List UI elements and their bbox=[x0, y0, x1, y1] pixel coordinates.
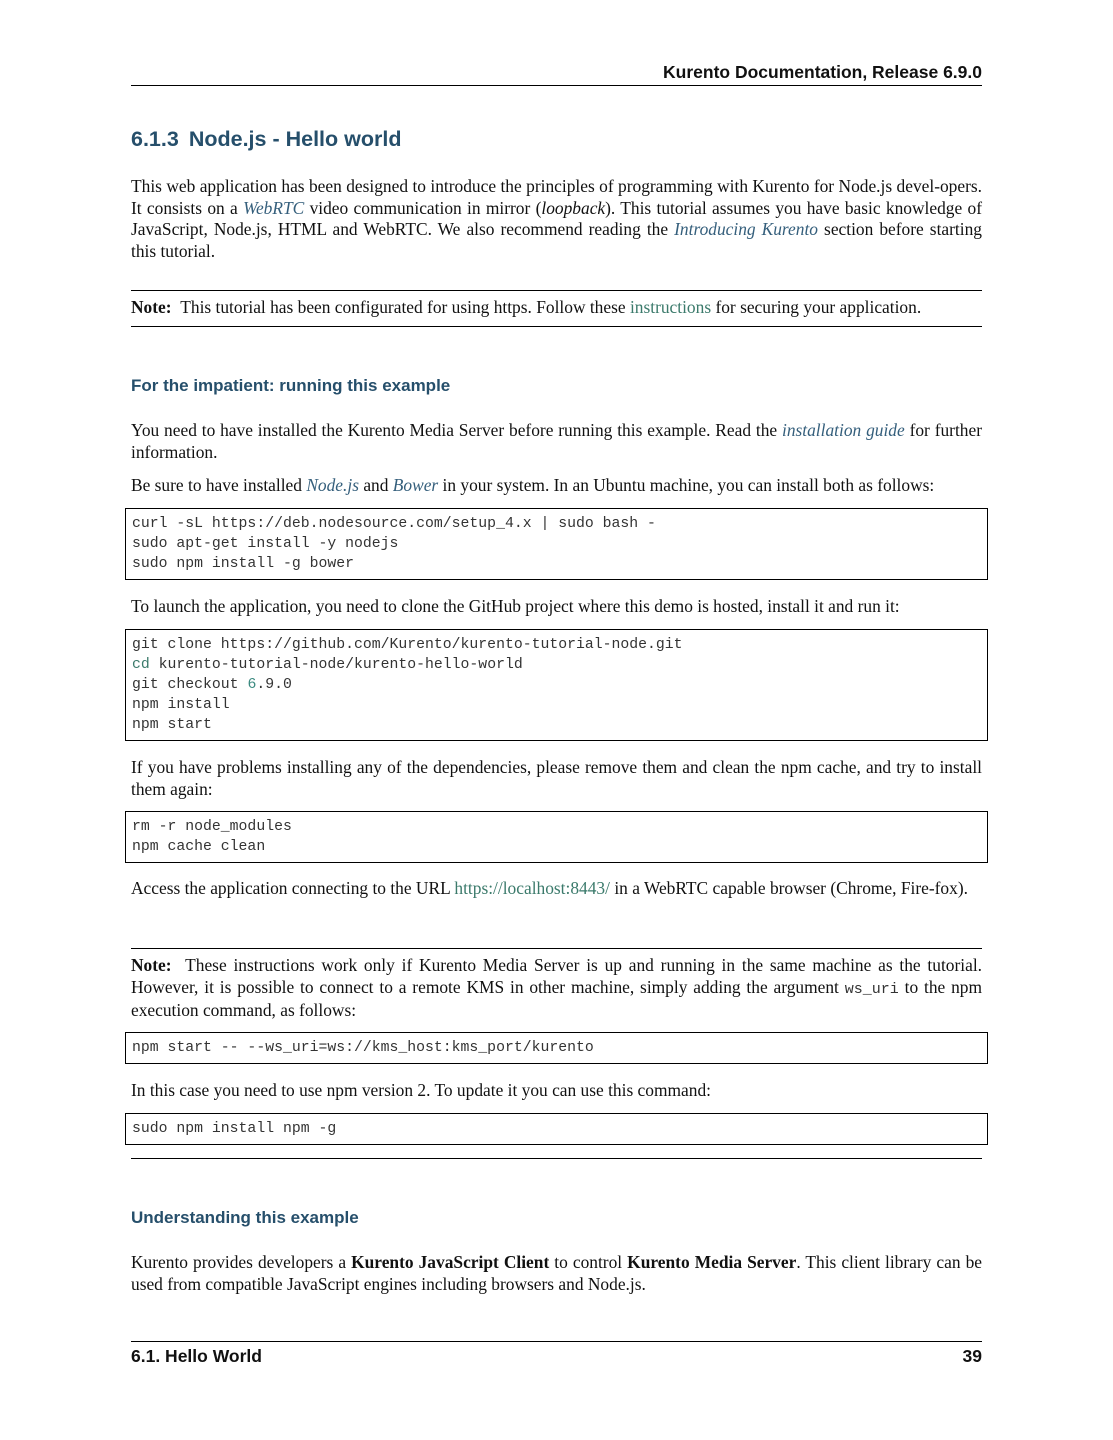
section-title-text: Node.js - Hello world bbox=[188, 127, 402, 151]
code-line: sudo npm install npm -g bbox=[132, 1121, 337, 1137]
code-number: 6 bbox=[247, 677, 257, 693]
code-line: curl -sL https://deb.nodesource.com/setup_4.x | sudo bash - bbox=[132, 516, 656, 532]
note-https bbox=[131, 290, 982, 327]
text: and bbox=[358, 475, 393, 495]
code-line: npm cache clean bbox=[132, 839, 266, 855]
text: You need to have installed the Kurento Media Server before running this example. Read the bbox=[131, 420, 782, 440]
text: These instructions work only if Kurento Media Server is up and running in the same machine as the tutorial. However, it is possible to connect to a remote KMS in other machine, simply adding the argument bbox=[131, 955, 982, 997]
code-text: kurento-tutorial-node/kurento-hello-world bbox=[149, 657, 523, 673]
text: . This client library can be used from compatible JavaScript engines including browsers and Node.js. bbox=[131, 1252, 982, 1294]
text: This tutorial has been configurated for using https. Follow these bbox=[180, 297, 630, 317]
code-block-clean[interactable] bbox=[125, 811, 988, 863]
understanding-heading: Understanding this example bbox=[131, 1208, 359, 1227]
footer-section: 6.1. Hello World bbox=[131, 1346, 262, 1366]
install-kms-paragraph bbox=[131, 420, 982, 463]
header-rule bbox=[131, 85, 982, 86]
note-label: Note: bbox=[131, 955, 172, 975]
webrtc-link[interactable]: WebRTC bbox=[243, 197, 305, 218]
text: ). This tutorial assumes you have basic knowledge of JavaScript, Node.js, HTML and WebRTC. We also recommend reading the bbox=[131, 197, 982, 240]
footer-rule bbox=[131, 1341, 982, 1342]
introducing-kurento-link[interactable]: Introducing Kurento bbox=[674, 219, 818, 240]
code-line: git clone https://github.com/Kurento/kurento-tutorial-node.git bbox=[132, 637, 683, 653]
code-line: npm install bbox=[132, 697, 230, 713]
note-text bbox=[131, 955, 982, 1022]
note-label: Note: bbox=[131, 297, 172, 317]
loopback-emphasis: loopback bbox=[541, 197, 606, 218]
code-line: npm start bbox=[132, 717, 212, 733]
text: for securing your application. bbox=[711, 297, 922, 317]
npm-version-paragraph: In this case you need to use npm version 2. To update it you can use this command: bbox=[131, 1080, 711, 1100]
section-number: 6.1.3 bbox=[131, 127, 179, 151]
page-number: 39 bbox=[962, 1346, 982, 1366]
code-text: git checkout bbox=[132, 677, 248, 693]
code-block-npm-update[interactable] bbox=[125, 1113, 988, 1145]
note-text bbox=[131, 297, 982, 319]
text: for further information. bbox=[131, 420, 983, 462]
inline-code-ws-uri: ws_uri bbox=[844, 980, 899, 998]
bold-kms: Kurento Media Server bbox=[627, 1252, 797, 1272]
code-block-install-node[interactable] bbox=[125, 508, 988, 580]
code-text: .9.0 bbox=[256, 677, 292, 693]
impatient-heading: For the impatient: running this example bbox=[131, 376, 451, 395]
bower-link[interactable]: Bower bbox=[392, 475, 439, 495]
nodejs-link[interactable]: Node.js bbox=[306, 475, 359, 495]
code-keyword: cd bbox=[132, 657, 150, 673]
text: This web application has been designed to introduce the principles of programming with Kurento for Node.js devel-opers. It consists on a bbox=[131, 176, 982, 218]
code-line bbox=[132, 675, 981, 695]
understanding-paragraph bbox=[131, 1252, 982, 1295]
text: Be sure to have installed bbox=[131, 475, 307, 495]
prereq-paragraph bbox=[131, 475, 982, 497]
code-line: npm start -- --ws_uri=ws://kms_host:kms_port/kurento bbox=[132, 1040, 594, 1056]
problems-paragraph: If you have problems installing any of the dependencies, please remove them and clean the npm cache, and try to install them again: bbox=[131, 757, 982, 799]
section-title bbox=[131, 127, 401, 152]
text: in a WebRTC capable browser (Chrome, Fire-fox). bbox=[609, 878, 968, 898]
running-header: Kurento Documentation, Release 6.9.0 bbox=[663, 62, 982, 82]
launch-paragraph: To launch the application, you need to clone the GitHub project where this demo is hosted, install it and run it: bbox=[131, 596, 900, 616]
note-remote-kms bbox=[131, 948, 982, 1159]
text: to control bbox=[549, 1252, 628, 1272]
text: Kurento provides developers a bbox=[131, 1252, 352, 1272]
text: to the npm execution command, as follows: bbox=[131, 976, 983, 1021]
bold-js-client: Kurento JavaScript Client bbox=[351, 1252, 550, 1272]
localhost-link[interactable]: https://localhost:8443/ bbox=[454, 878, 610, 898]
access-paragraph bbox=[131, 878, 982, 900]
code-block-clone[interactable] bbox=[125, 629, 988, 741]
text: in your system. In an Ubuntu machine, you can install both as follows: bbox=[438, 475, 935, 495]
code-line bbox=[132, 655, 981, 675]
intro-paragraph bbox=[131, 176, 982, 263]
instructions-link[interactable]: instructions bbox=[629, 297, 712, 317]
code-line: sudo apt-get install -y nodejs bbox=[132, 536, 399, 552]
code-line: sudo npm install -g bower bbox=[132, 556, 354, 572]
code-block-ws-uri[interactable] bbox=[125, 1032, 988, 1064]
text: section before starting this tutorial. bbox=[131, 219, 982, 262]
installation-guide-link[interactable]: installation guide bbox=[781, 420, 905, 440]
text: Access the application connecting to the URL bbox=[131, 878, 455, 898]
text: video communication in mirror ( bbox=[304, 197, 542, 218]
code-line: rm -r node_modules bbox=[132, 819, 292, 835]
